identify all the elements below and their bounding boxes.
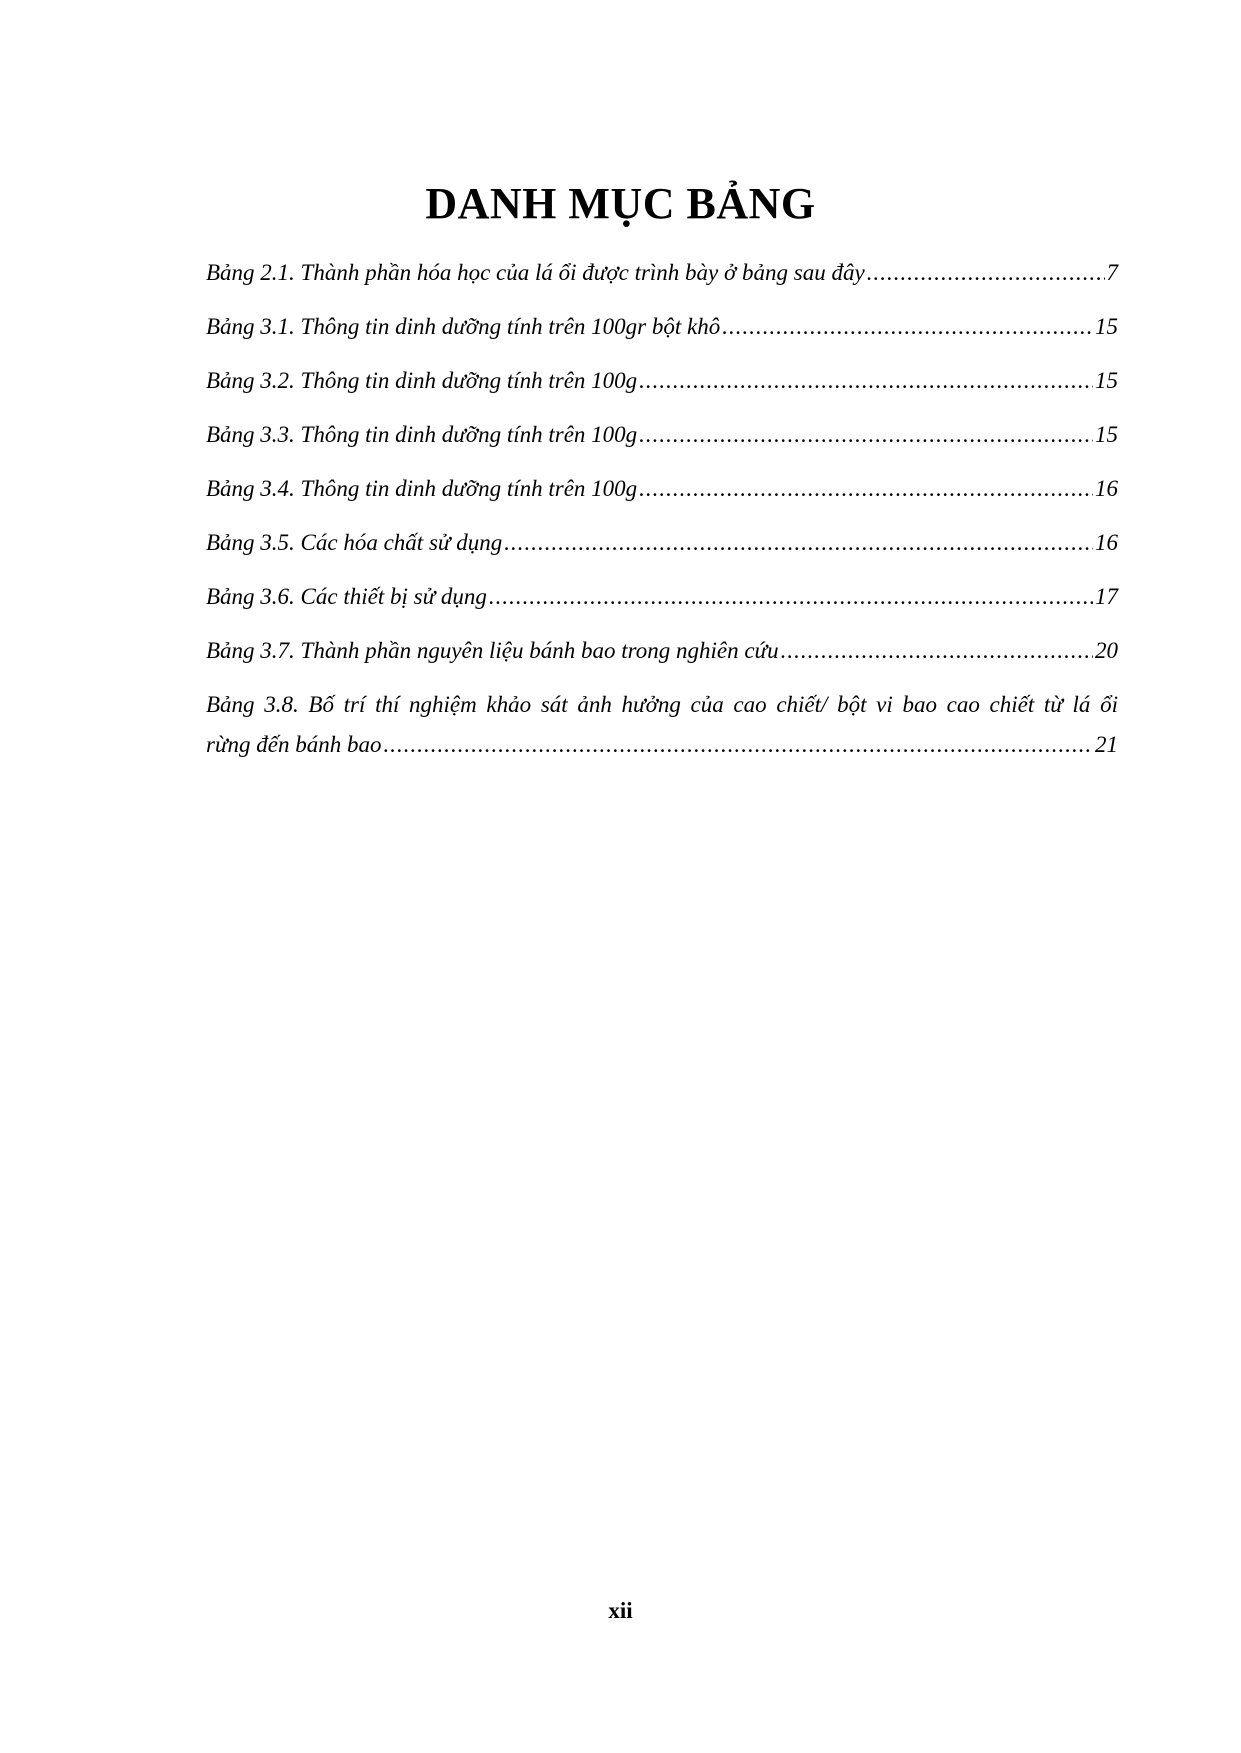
dot-leader: [867, 258, 1105, 288]
toc-entry-text: Bảng 3.1. Thông tin dinh dưỡng tính trên 100gr bột khô: [206, 314, 721, 339]
dot-leader: [639, 474, 1093, 504]
toc-entry[interactable]: [206, 690, 1118, 760]
dot-leader: [489, 582, 1093, 612]
dot-leader: [383, 730, 1093, 760]
toc-entry-page: 16: [1095, 530, 1118, 555]
toc-entry-text: Bảng 3.3. Thông tin dinh dưỡng tính trên 100g: [206, 422, 638, 447]
toc-entry-page: 7: [1106, 260, 1118, 285]
dot-leader: [639, 366, 1093, 396]
toc-entry-text: Bảng 3.2. Thông tin dinh dưỡng tính trên 100g: [206, 368, 638, 393]
toc-entry[interactable]: [206, 312, 1118, 342]
toc-entry[interactable]: [206, 582, 1118, 612]
toc-entry[interactable]: [206, 528, 1118, 558]
toc-entry[interactable]: [206, 258, 1118, 288]
toc-entry-page: 15: [1095, 368, 1118, 393]
toc-entry-text: Bảng 2.1. Thành phần hóa học của lá ổi được trình bày ở bảng sau đây: [206, 260, 865, 285]
toc-entry-page: 15: [1095, 422, 1118, 447]
toc-entry-page: 15: [1095, 314, 1118, 339]
dot-leader: [781, 636, 1093, 666]
toc-entry[interactable]: [206, 474, 1118, 504]
toc-entry-text-continued: rừng đến bánh bao: [206, 732, 382, 757]
toc-entry-page: 21: [1095, 732, 1118, 757]
toc-entry-text: Bảng 3.6. Các thiết bị sử dụng: [206, 584, 487, 609]
toc-entry-text: Bảng 3.8. Bố trí thí nghiệm khảo sát ảnh hưởng của cao chiết/ bột vi bao cao chiết từ lá ổi: [206, 692, 1118, 717]
toc-entry-text: Bảng 3.5. Các hóa chất sử dụng: [206, 530, 503, 555]
table-of-tables: [206, 258, 1118, 784]
dot-leader: [639, 420, 1093, 450]
dot-leader: [722, 312, 1093, 342]
page-title: DANH MỤC BẢNG: [425, 179, 816, 228]
toc-entry-text: Bảng 3.4. Thông tin dinh dưỡng tính trên 100g: [206, 476, 638, 501]
toc-entry-page: 17: [1095, 584, 1118, 609]
toc-entry-text: Bảng 3.7. Thành phần nguyên liệu bánh bao trong nghiên cứu: [206, 638, 779, 663]
toc-entry[interactable]: [206, 366, 1118, 396]
toc-entry[interactable]: [206, 420, 1118, 450]
page-number: xii: [608, 1598, 633, 1623]
toc-entry[interactable]: [206, 636, 1118, 666]
toc-entry-page: 20: [1095, 638, 1118, 663]
dot-leader: [504, 528, 1093, 558]
toc-entry-page: 16: [1095, 476, 1118, 501]
